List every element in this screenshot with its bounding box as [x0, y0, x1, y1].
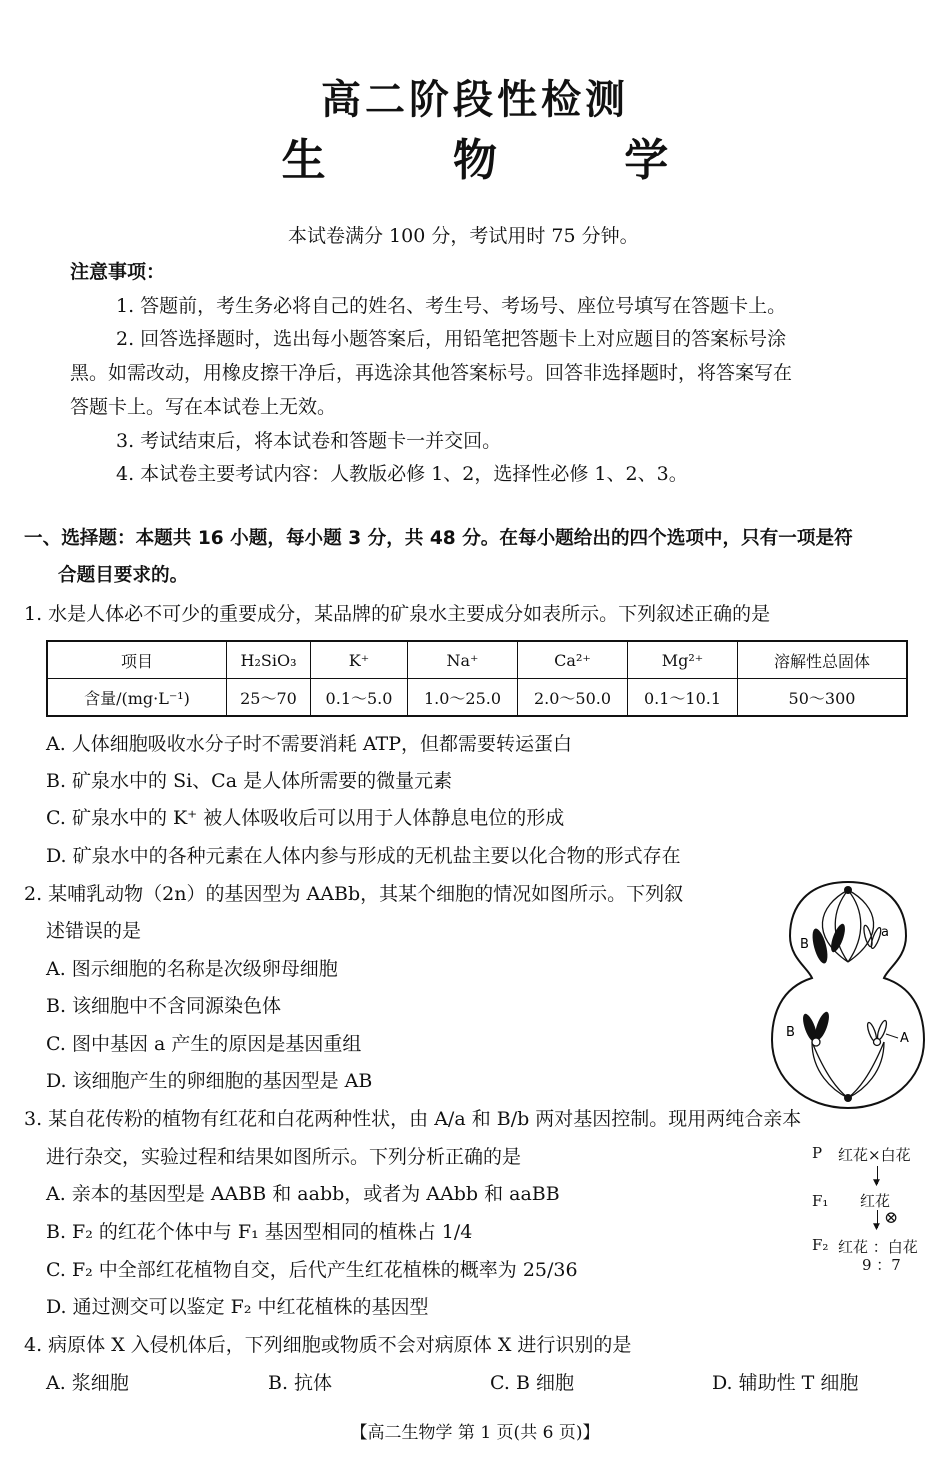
section-heading-2: 合题目要求的。 — [58, 565, 189, 586]
q3-option-d: D. 通过测交可以鉴定 F₂ 中红花植株的基因型 — [46, 1296, 429, 1318]
table-cell: 50～300 — [738, 679, 908, 717]
notice-line-4: 答题卡上。写在本试卷上无效。 — [70, 396, 337, 418]
table-header-cell: Na⁺ — [408, 641, 518, 679]
table-header-row — [47, 641, 907, 679]
cross-f1-label: F₁ — [812, 1192, 829, 1210]
q3-option-a: A. 亲本的基因型是 AABB 和 aabb，或者为 AAbb 和 aaBB — [46, 1183, 560, 1205]
q4-option-a: A. 浆细胞 — [46, 1372, 129, 1394]
table-header-cell: 溶解性总固体 — [738, 641, 908, 679]
q4-option-b: B. 抗体 — [268, 1372, 333, 1394]
notice-line-6: 4. 本试卷主要考试内容：人教版必修 1、2，选择性必修 1、2、3。 — [116, 463, 688, 485]
cross-ratio: 9 ：7 — [862, 1256, 901, 1274]
notice-heading: 注意事项： — [70, 261, 166, 283]
cross-diagram — [808, 1144, 938, 1274]
table-cell: 2.0～50.0 — [517, 679, 627, 717]
cross-p-value: 红花×白花 — [838, 1146, 911, 1164]
selfing-symbol: ⊗ — [884, 1208, 899, 1228]
label-a-top: a — [881, 925, 889, 940]
cross-f1-value: 红花 — [860, 1192, 891, 1210]
table-cell: 1.0～25.0 — [408, 679, 518, 717]
notice-line-2: 2. 回答选择题时，选出每小题答案后，用铅笔把答题卡上对应题目的答案标号涂 — [116, 328, 787, 350]
q1-option-a: A. 人体细胞吸收水分子时不需要消耗 ATP，但都需要转运蛋白 — [46, 733, 572, 755]
q2-stem-1: 2. 某哺乳动物（2n）的基因型为 AABb，其某个细胞的情况如图所示。下列叙 — [24, 883, 684, 905]
subject-title: 生 物 学 — [281, 135, 725, 186]
notice-line-1: 1. 答题前，考生务必将自己的姓名、考生号、考场号、座位号填写在答题卡上。 — [116, 295, 787, 317]
table-cell: 25～70 — [227, 679, 311, 717]
label-b-top: B — [800, 937, 809, 952]
table-cell: 0.1～10.1 — [627, 679, 737, 717]
table-cell: 含量/(mg·L⁻¹) — [47, 679, 227, 717]
q3-stem-2: 进行杂交，实验过程和结果如图所示。下列分析正确的是 — [46, 1146, 522, 1168]
mineral-table — [46, 640, 908, 717]
table-header-cell: K⁺ — [311, 641, 408, 679]
table-header-cell: Ca²⁺ — [517, 641, 627, 679]
q2-option-c: C. 图中基因 a 产生的原因是基因重组 — [46, 1033, 362, 1055]
notice-line-3: 黑。如需改动，用橡皮擦干净后，再选涂其他答案标号。回答非选择题时，将答案写在 — [70, 362, 793, 384]
table-header-cell: Mg²⁺ — [627, 641, 737, 679]
cross-p-label: P — [812, 1144, 823, 1162]
cell-division-figure — [768, 876, 928, 1112]
table-header-cell: 项目 — [47, 641, 227, 679]
label-b-bottom: B — [786, 1025, 795, 1040]
table-cell: 0.1～5.0 — [311, 679, 408, 717]
cross-f2-label: F₂ — [812, 1236, 829, 1254]
notice-line-5: 3. 考试结束后，将本试卷和答题卡一并交回。 — [116, 430, 502, 452]
q3-option-b: B. F₂ 的红花个体中与 F₁ 基因型相同的植株占 1/4 — [46, 1221, 473, 1243]
arrow-head-icon: ▼ — [873, 1222, 880, 1232]
page-footer: 【高二生物学 第 1 页(共 6 页)】 — [350, 1423, 600, 1443]
section-heading-1: 一、选择题：本题共 16 小题，每小题 3 分，共 48 分。在每小题给出的四个选项中，只有一项是符 — [24, 528, 853, 549]
q4-stem: 4. 病原体 X 入侵机体后，下列细胞或物质不会对病原体 X 进行识别的是 — [24, 1334, 632, 1356]
q3-stem-1: 3. 某自花传粉的植物有红花和白花两种性状，由 A/a 和 B/b 两对基因控制。现用两纯合亲本 — [24, 1108, 802, 1130]
exam-title: 高二阶段性检测 — [321, 77, 629, 123]
q2-option-d: D. 该细胞产生的卵细胞的基因型是 AB — [46, 1070, 373, 1092]
q4-option-c: C. B 细胞 — [490, 1372, 574, 1394]
q1-stem: 1. 水是人体必不可少的重要成分，某品牌的矿泉水主要成分如表所示。下列叙述正确的是 — [24, 603, 771, 625]
q3-option-c: C. F₂ 中全部红花植物自交，后代产生红花植株的概率为 25/36 — [46, 1259, 578, 1281]
exam-info: 本试卷满分 100 分，考试用时 75 分钟。 — [288, 225, 639, 247]
q1-option-b: B. 矿泉水中的 Si、Ca 是人体所需要的微量元素 — [46, 770, 453, 792]
q2-option-b: B. 该细胞中不含同源染色体 — [46, 995, 282, 1017]
q1-option-c: C. 矿泉水中的 K⁺ 被人体吸收后可以用于人体静息电位的形成 — [46, 807, 565, 829]
arrow-head-icon: ▼ — [873, 1178, 880, 1188]
q1-option-d: D. 矿泉水中的各种元素在人体内参与形成的无机盐主要以化合物的形式存在 — [46, 845, 681, 867]
q2-option-a: A. 图示细胞的名称是次级卵母细胞 — [46, 958, 338, 980]
label-a-bottom: A — [900, 1031, 909, 1046]
table-row — [47, 679, 907, 717]
table-header-cell: H₂SiO₃ — [227, 641, 311, 679]
q2-stem-2: 述错误的是 — [46, 920, 142, 942]
cross-f2-value: 红花 ：白花 — [838, 1238, 918, 1256]
q4-option-d: D. 辅助性 T 细胞 — [712, 1372, 859, 1394]
